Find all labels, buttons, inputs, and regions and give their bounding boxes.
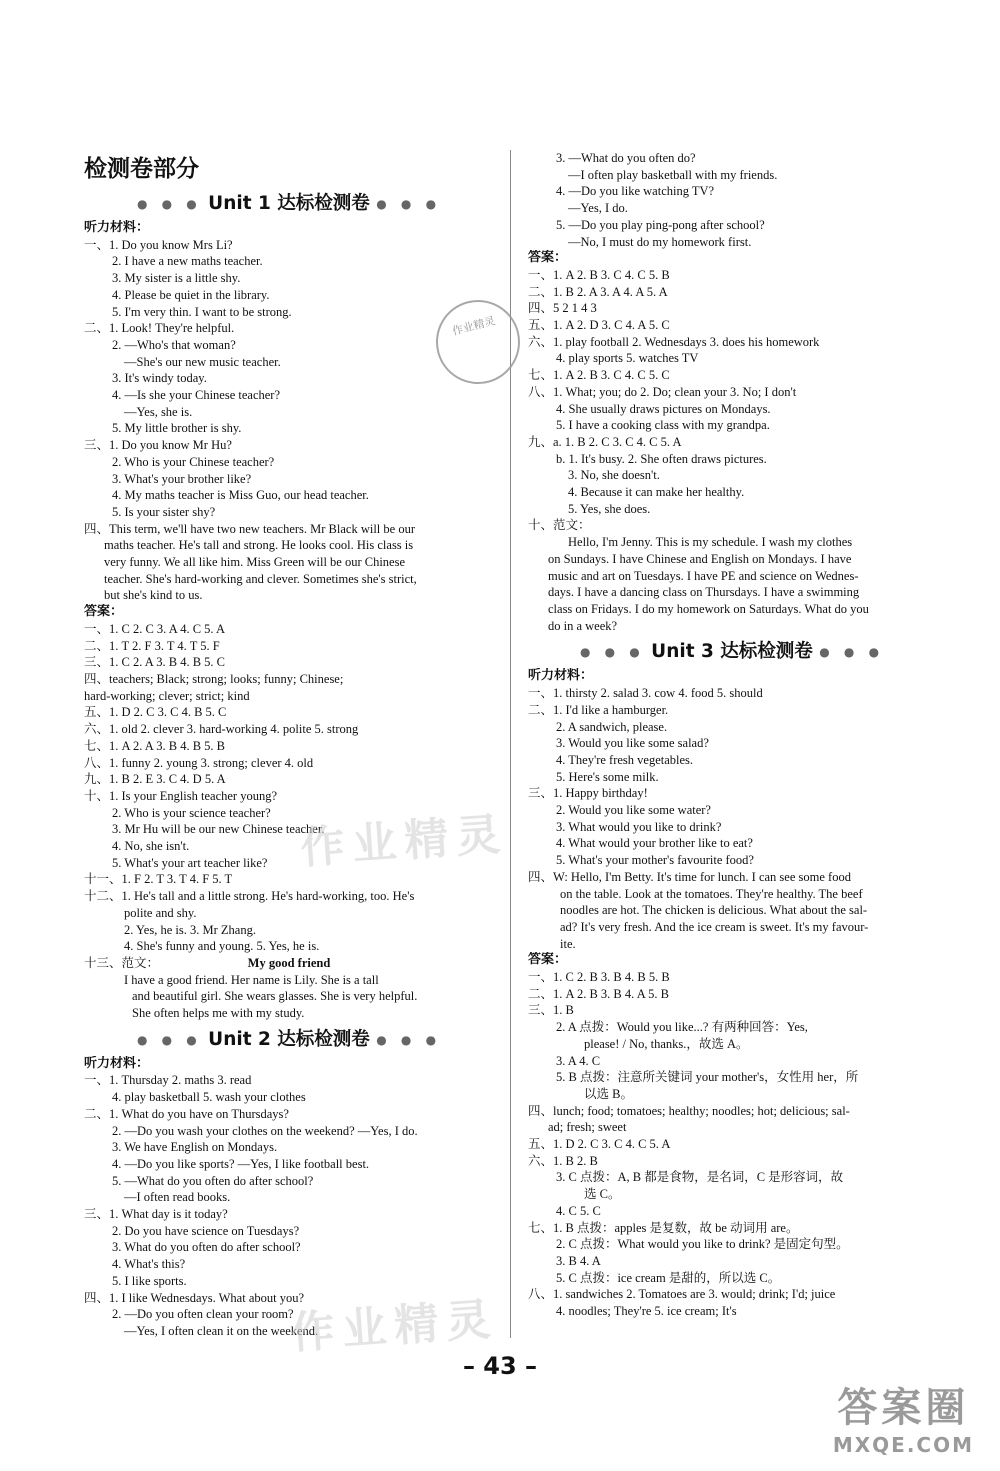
watermark-text: 作业精灵 — [288, 1293, 500, 1360]
corner-watermark-url: MXQE.COM — [832, 1433, 974, 1457]
unit3-listen-1: 一、1. thirsty 2. salad 3. cow 4. food 5. should — [528, 686, 763, 701]
page-number: – 43 – — [462, 1352, 538, 1380]
decor-dots-icon: ● ● ● — [579, 645, 645, 660]
page-heading: 检测卷部分 — [84, 156, 199, 182]
unit2-header — [84, 1026, 494, 1054]
stamp-text: 作业精灵 — [450, 314, 497, 339]
unit2-listen-1: 一、1. Thursday 2. maths 3. read 4. play basketball 5. wash your clothes — [84, 1073, 306, 1105]
unit3-listen-3: 三、1. Happy birthday! 2. Would you like some water? 3. What would you like to drink? 4. What would your brother like to eat? 5. What's your mother's favourite food? — [528, 786, 754, 868]
decor-dots-icon: ● ● ● — [819, 645, 885, 660]
unit2-listen-4: 四、1. I like Wednesdays. What about you? 2. —Do you often clean your room? —Yes, I often clean it on the weekend. — [84, 1290, 319, 1338]
unit2-answers: 一、1. A 2. B 3. C 4. C 5. B 二、1. B 2. A 3. A 4. A 5. A 四、5 2 1 4 3 五、1. A 2. D 3. C 4. A 5. C 六、1. play football 2. Wednesdays 3. does his homework 4. play sports 5. watches TV 七、1. A 2. B 3. C 4. C 5. C 八、1. What; you; do 2. Do; clean your 3. No; I don't 4. She usually draws pictures on Mondays. 5. I have a cooking class with my grandpa. 九、a. 1. B 2. C 3. C 4. C 5. A b. 1. It's busy. 2. She often draws pictures. 3. No, she doesn't. 4. Because it can make her healthy. 5. Yes, she does. — [528, 267, 820, 516]
unit3-listen-2: 二、1. I'd like a hamburger. 2. A sandwich, please. 3. Would you like some salad? 4. They're fresh vegetables. 5. Here's some milk. — [528, 702, 709, 784]
unit2-essay: 十、范文： Hello, I'm Jenny. This is my schedule. I wash my clothes on Sundays. I have Chinese and English on Mondays. I have music and art on Tuesdays. I have PE and science on Wednes- days. I have a dancing class on Thursdays. I have a swimming class on Fridays. I do my homework on Saturdays. What do you do in a week? — [528, 517, 936, 634]
unit1-essay-label: 十三、范文： — [84, 955, 160, 970]
watermark-text: 作业精灵 — [298, 808, 510, 875]
unit3-listen-4: 四、W: Hello, I'm Betty. It's time for lunch. I can see some food on the table. Look at the tomatoes. They're healthy. The beef noodles are hot. The chicken is delicious. What about the sal- ad? It's very fresh. And the ice cream is sweet. It's my favour- ite. — [528, 869, 869, 951]
unit2-listen-2: 二、1. What do you have on Thursdays? 2. —Do you wash your clothes on the weekend? —Yes, I do. 3. We have English on Mondays. 4. —Do you like sports? —Yes, I like football best. 5. —What do you often do after school? —I often read books. — [84, 1106, 418, 1205]
unit3-answers: 一、1. C 2. B 3. B 4. B 5. B 二、1. A 2. B 3. B 4. A 5. B 三、1. B 2. A 点拨：Would you like...? 有两种回答：Yes, please! / No, thanks.，故选 A。 3. A 4. C 5. B 点拨：注意所关键词 your mother's，女性用 her，所 以选 B。 四、lunch; food; tomatoes; healthy; noodles; hot; delicious; sal- ad; fresh; sweet 五、1. D 2. C 3. C 4. C 5. A 六、1. B 2. B 3. C 点拨：A, B 都是食物，是名词，C 是形容词，故 选 C。 4. C 5. C 七、1. B 点拨：apples 是复数，故 be 动词用 are。 2. C 点拨：What would you like to drink? 是固定句型。 3. B 4. A 5. C 点拨：ice cream 是甜的，所以选 C。 八、1. sandwiches 2. Tomatoes are 3. would; drink; I'd; juice 4. noodles; They're 5. ice cream; It's — [528, 970, 859, 1319]
listening-label: 听力材料： — [84, 1055, 150, 1071]
listening-label: 听力材料： — [84, 220, 150, 235]
corner-watermark-logo: 答案圈 — [837, 1385, 970, 1431]
unit1-listen-4: 四、This term, we'll have two new teachers. Mr Black will be our maths teacher. He's tall and strong. He looks cool. His class is very funny. We all like him. Miss Green will be our Chinese teacher. She's hard-working and clever. Sometimes she's strict, but she's kind to us. — [84, 521, 417, 603]
decor-dots-icon: ● ● ● — [376, 1032, 442, 1047]
unit1-essay-title: My good friend — [247, 955, 331, 970]
decor-dots-icon: ● ● ● — [376, 197, 442, 211]
unit1-listen-2: 二、1. Look! They're helpful. 2. —Who's that woman? —She's our new music teacher. 3. It's windy today. 4. —Is she your Chinese teacher? —Yes, she is. 5. My little brother is shy. — [84, 321, 281, 436]
listening-label: 听力材料： — [528, 668, 594, 684]
unit1-answers: 一、1. C 2. C 3. A 4. C 5. A 二、1. T 2. F 3. T 4. T 5. F 三、1. C 2. A 3. B 4. B 5. C 四、teachers; Black; strong; looks; funny; Chinese; hard-working; clever; strict; kind 五、1. D 2. C 3. C 4. B 5. C 六、1. old 2. clever 3. hard-working 4. polite 5. strong 七、1. A 2. A 3. B 4. B 5. B 八、1. funny 2. young 3. strong; clever 4. old 九、1. B 2. E 3. C 4. D 5. A 十、1. Is your English teacher young? 2. Who is your science teacher? 3. Mr Hu will be our new Chinese teacher. 4. No, she isn't. 5. What's your art teacher like? 十一、1. F 2. T 3. T 4. F 5. T 十二、1. He's tall and a little strong. He's hard-working, too. He's polite and shy. 2. Yes, he is. 3. Mr Zhang. 4. She's funny and young. 5. Yes, he is. — [84, 621, 415, 954]
unit1-listen-1: 一、1. Do you know Mrs Li? 2. I have a new maths teacher. 3. My sister is a little shy. 4. Please be quiet in the library. 5. I'm very thin. I want to be strong. — [84, 237, 292, 319]
unit2-listen-4-continued: 3. —What do you often do? —I often play basketball with my friends. 4. —Do you like watching TV? —Yes, I do. 5. —Do you play ping-pong after school? —No, I must do my homework first. — [556, 151, 778, 249]
answers-label: 答案： — [528, 250, 568, 266]
right-column — [528, 150, 936, 1320]
unit2-essay-label: 十、范文： — [528, 518, 591, 533]
unit3-title: Unit 3 达标检测卷 — [651, 641, 813, 663]
unit1-listen-3: 三、1. Do you know Mr Hu? 2. Who is your Chinese teacher? 3. What's your brother like? 4. My maths teacher is Miss Guo, our head teacher. 5. Is your sister shy? — [84, 438, 369, 519]
unit2-listen-3: 三、1. What day is it today? 2. Do you have science on Tuesdays? 3. What do you often do after school? 4. What's this? 5. I like sports. — [84, 1207, 301, 1288]
answers-label: 答案： — [528, 952, 568, 968]
unit2-title: Unit 2 达标检测卷 — [208, 1028, 370, 1050]
decor-dots-icon: ● ● ● — [136, 197, 202, 211]
corner-watermark — [833, 1376, 974, 1457]
unit1-essay: 十三、范文： My good friend I have a good friend. Her name is Lily. She is a tall and beautiful girl. She wears glasses. She is very helpful. She often helps me with my study. — [84, 955, 494, 1022]
unit1-title: Unit 1 达标检测卷 — [208, 193, 370, 214]
unit1-header — [84, 190, 494, 218]
unit3-header — [528, 638, 936, 666]
answers-label: 答案： — [84, 604, 124, 620]
decor-dots-icon: ● ● ● — [136, 1032, 202, 1047]
left-column — [84, 150, 494, 1340]
